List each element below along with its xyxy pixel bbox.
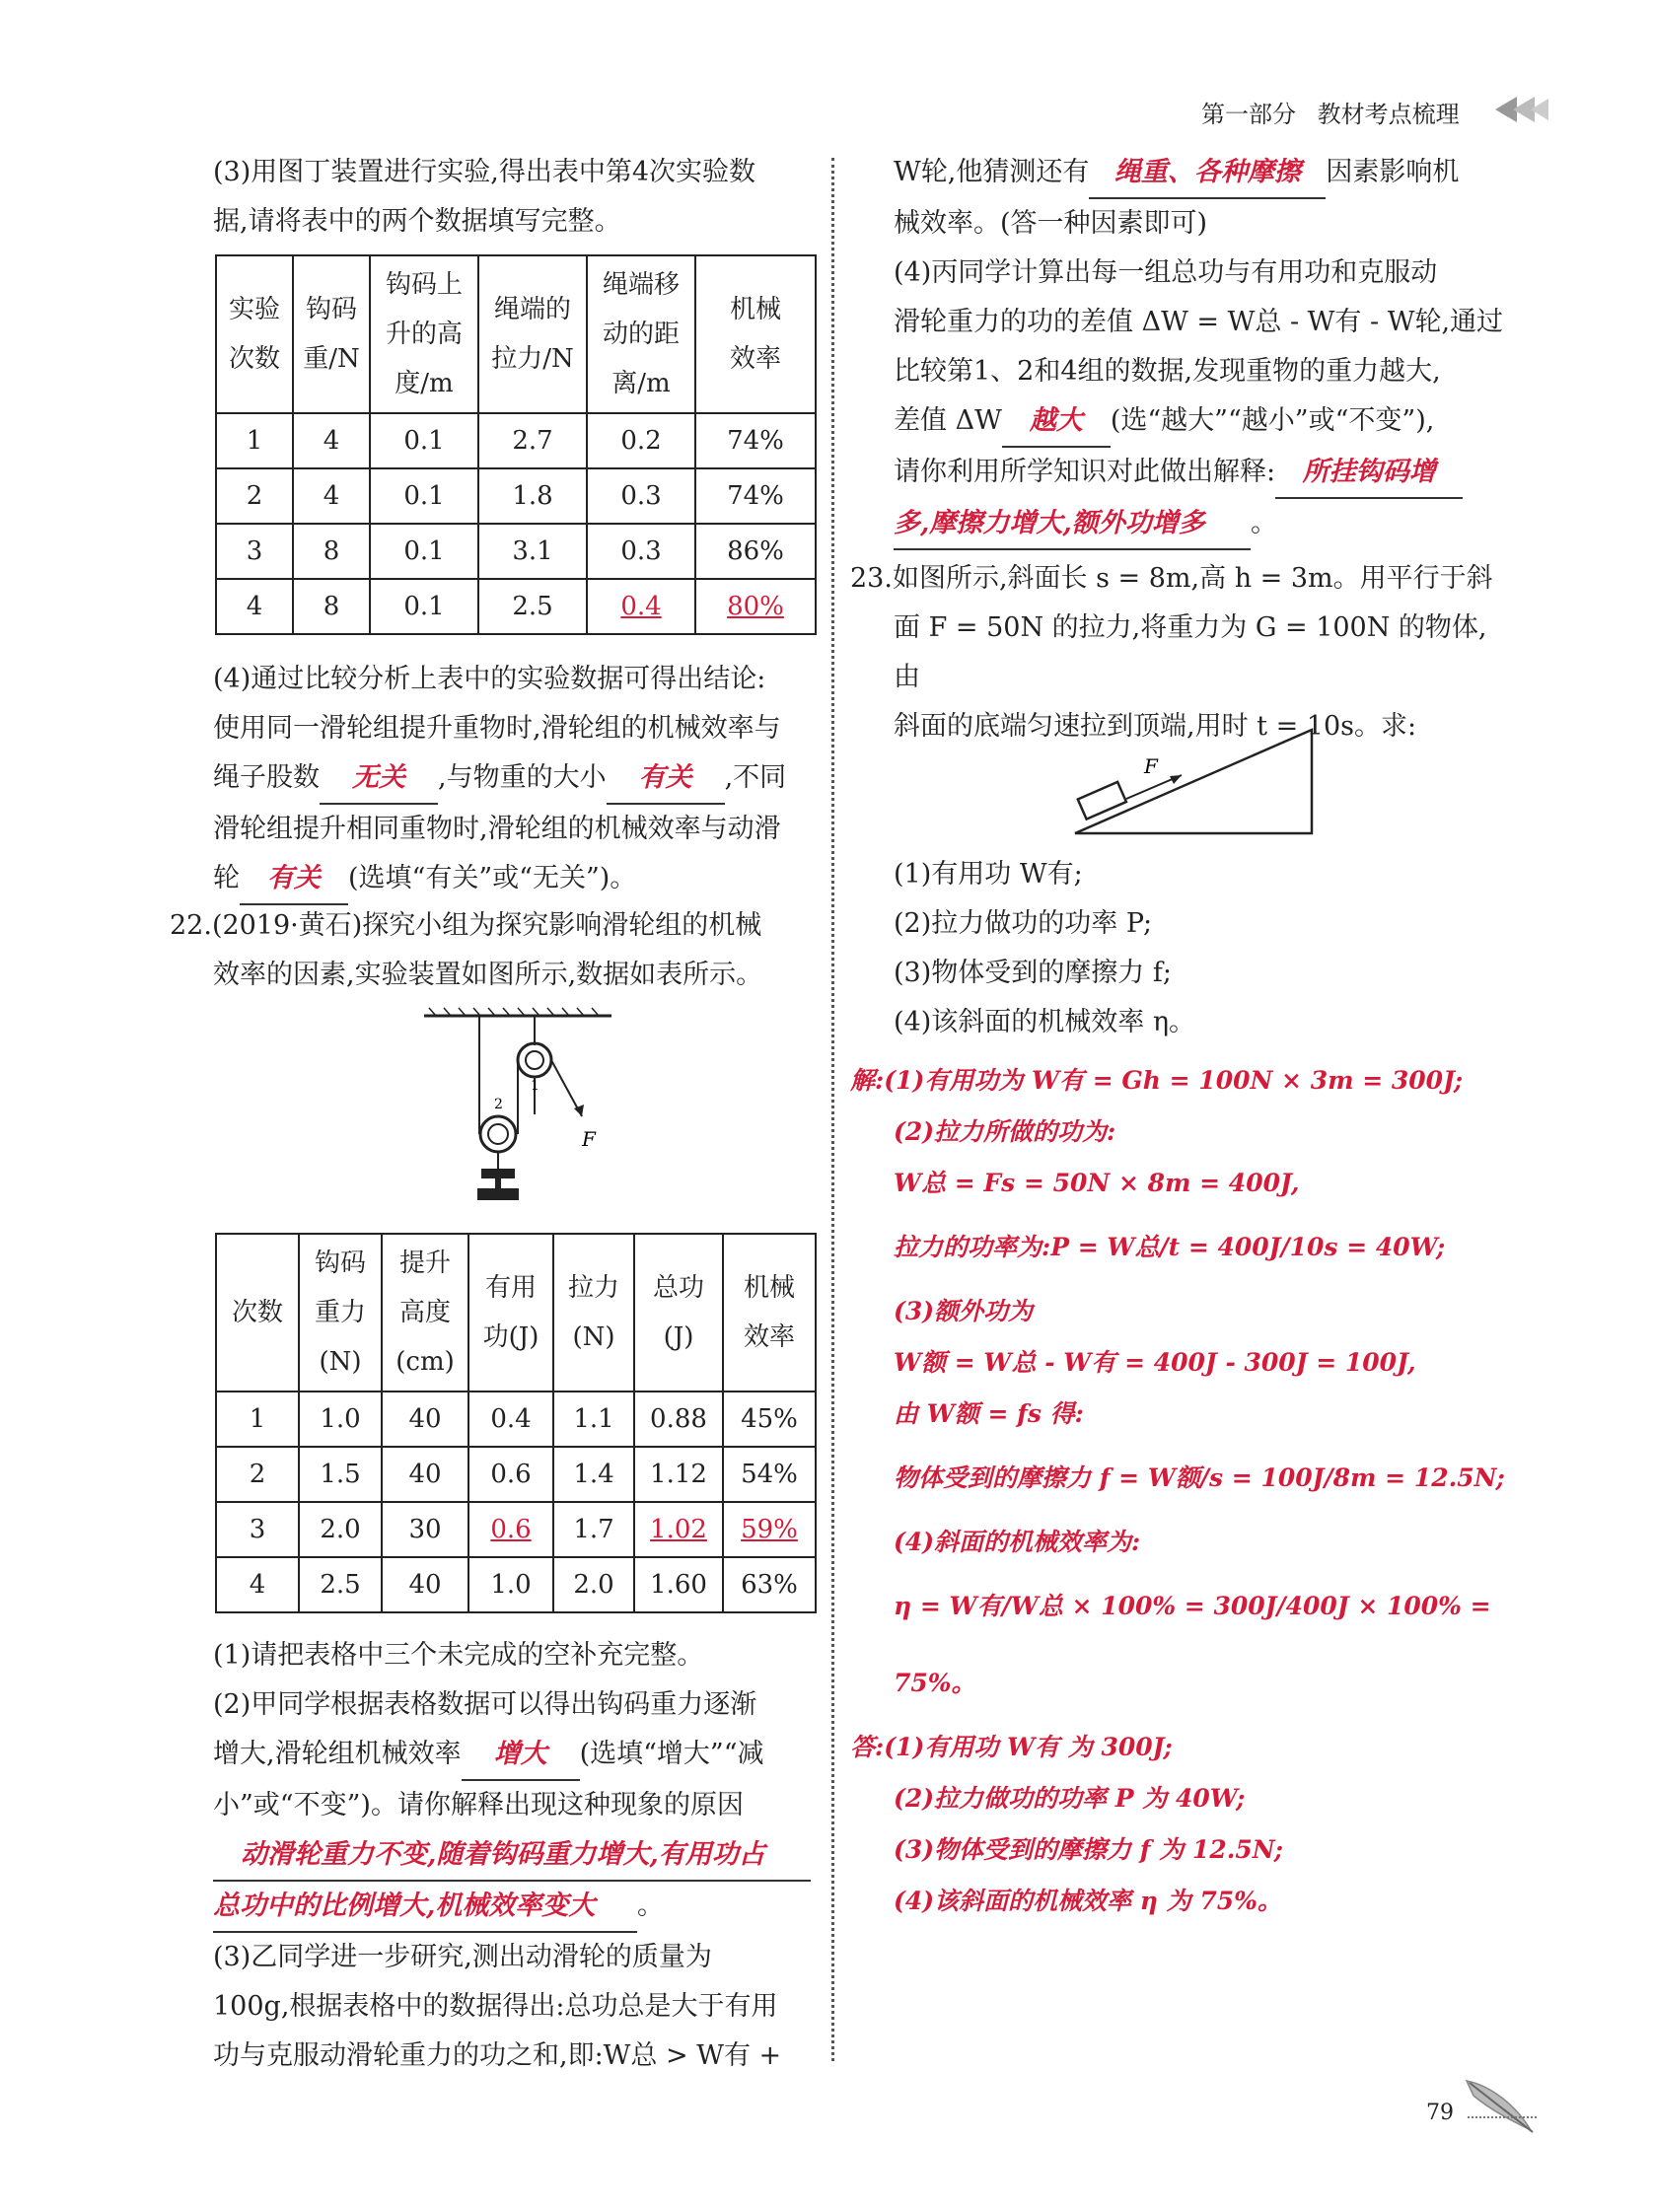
- left-column: [213, 148, 817, 247]
- q21-p3-line2: 据,请将表中的两个数据填写完整。: [213, 206, 621, 237]
- incline-label-f: F: [1144, 754, 1158, 778]
- fig-label-f: F: [582, 1127, 596, 1151]
- q22-parts: (1)请把表格中三个未完成的空补充完整。 (2)甲同学根据表格数据可以得出钩码重力逐渐 增大,滑轮组机械效率 增大 (选填“增大”“减 小”或“不变”)。请你解释出现这种现象的原因 动滑轮重力不变,随着钩码重力增大,有用功占 总功中的比例增大,机械效率变大 。 (3)乙同学进一步研究,测出动滑轮的质量为 100g,根据表格中的数据得出:总功总是大于有用 功与克服动滑轮重力的功之和,即:W总 > W有 +: [213, 1631, 821, 2081]
- table-row: 4 2.5 40 1.0 2.0 1.60 63%: [216, 1557, 816, 1612]
- q22-intro: 22.(2019·黄石)探究小组为探究影响滑轮组的机械 效率的因素,实验装置如图所示,数据如表所示。: [170, 910, 763, 990]
- answer-blank: 有关: [607, 753, 725, 805]
- answer-cell: 0.4: [587, 579, 695, 634]
- answer-cell: 1.02: [634, 1502, 723, 1557]
- t1-header: 钩码上 升的高 度/m: [370, 255, 478, 413]
- answer-blank: 所挂钩码增: [1275, 448, 1463, 499]
- table-row: 1 4 0.1 2.7 0.2 74%: [216, 413, 816, 468]
- answer-blank: 无关: [320, 753, 438, 805]
- t1-header: 绳端移 动的距 离/m: [587, 255, 695, 413]
- header-arrows-icon: [1491, 93, 1550, 126]
- q23-intro: 23.如图所示,斜面长 s = 8m,高 h = 3m。用平行于斜 面 F = 50N 的拉力,将重力为 G = 100N 的物体,由 斜面的底端匀速拉到顶端,用时 t = 10s。求:: [850, 563, 1493, 742]
- table-1: [215, 254, 817, 635]
- q23-questions: (1)有用功 W有; (2)拉力做功的功率 P; (3)物体受到的摩擦力 f; (4)该斜面的机械效率 η。: [894, 859, 1196, 1037]
- t1-header: 机械 效率: [695, 255, 816, 413]
- answer-cell: 80%: [695, 579, 816, 634]
- answer-blank: 有关: [240, 854, 348, 905]
- answer-cell: 59%: [723, 1502, 816, 1557]
- page-header: [1201, 95, 1460, 129]
- right-column: W轮,他猜测还有 绳重、各种摩擦 因素影响机 械效率。(答一种因素即可) (4)丙同学计算出每一组总功与有用功和克服动 滑轮重力的功的差值 ΔW = W总 - W有 - W轮,通过 比较第1、2和4组的数据,发现重物的重力越大, 差值 ΔW 越大 (选“越大”“越小”或“不变”), 请你利用所学知识对此做出解释: 所挂钩码增 多,摩擦力增大,额外功增多 。: [894, 148, 1505, 550]
- fig-label-2: 2: [494, 1097, 503, 1112]
- solution: 解:(1)有用功为 W有 = Gh = 100N × 3m = 300J; (2)拉力所做的功为: W总 = Fs = 50N × 8m = 400J, 拉力的功率为:P = W总/t = 400J/10s = 40W; (3)额外功为 W额 = W总 - W有 = 400J - 300J = 100J, 由 W额 = fs 得: 物体受到的摩擦力 f = W额/s = 100J/8m = 12.5N; (4)斜面的机械效率为: η = W有/W总 × 100% = 300J/400J × 100% = 75%。 答:(1)有用功 W有 为 300J; (2)拉力做功的功率 P 为 40W; (3)物体受到的摩擦力 f 为 12.5N; (4)该斜面的机械效率 η 为 75%。: [850, 1066, 1505, 1915]
- header-section: 教材考点梳理: [1317, 101, 1460, 128]
- answer-cell: 0.6: [468, 1502, 553, 1557]
- table-row: 1 1.0 40 0.4 1.1 0.88 45%: [216, 1391, 816, 1447]
- table-2: 次数 钩码 重力 (N) 提升 高度 (cm) 有用 功(J) 拉力 (N) 总功 (J) 机械 效率 1 1.0 40 0.4 1.1 0.88 45% 2 1.5 40 0.6 1.4 1.12 54% 3 2.0 30 0.6 1.7 1.02 59% 4 2.5 40 1.0 2.0 1.60 63%: [215, 1233, 817, 1613]
- table-row: 2 1.5 40 0.6 1.4 1.12 54%: [216, 1447, 816, 1502]
- t1-header: 实验 次数: [216, 255, 293, 413]
- t1-header: 钩码 重/N: [293, 255, 370, 413]
- answer-blank: 总功中的比例增大,机械效率变大: [213, 1882, 637, 1933]
- page-number: 79: [1426, 2101, 1454, 2125]
- answer-blank: 绳重、各种摩擦: [1089, 148, 1326, 199]
- fig-label-1: 1: [531, 1078, 539, 1094]
- q21-p4: (4)通过比较分析上表中的实验数据可得出结论: 使用同一滑轮组提升重物时,滑轮组的机械效率与 绳子股数 无关 ,与物重的大小 有关 ,不同 滑轮组提升相同重物时,滑轮组的机械效率与动滑 轮 有关 (选填“有关”或“无关”)。: [213, 655, 821, 905]
- table-row: 3 2.0 30 0.6 1.7 1.02 59%: [216, 1502, 816, 1557]
- column-divider: [831, 158, 834, 2061]
- answer-blank: 动滑轮重力不变,随着钩码重力增大,有用功占: [213, 1830, 811, 1882]
- table-row: 2 4 0.1 1.8 0.3 74%: [216, 468, 816, 524]
- answer-blank: 多,摩擦力增大,额外功增多: [894, 499, 1251, 550]
- table-row: 4 8 0.1 2.5 0.4 80%: [216, 579, 816, 634]
- table-row: 3 8 0.1 3.1 0.3 86%: [216, 524, 816, 579]
- pulley-figure: [424, 1006, 621, 1213]
- page-number-rule: [1468, 2116, 1537, 2118]
- answer-blank: 增大: [462, 1730, 580, 1781]
- header-part: 第一部分: [1201, 101, 1296, 128]
- answer-blank: 越大: [1002, 396, 1111, 448]
- quill-icon: [1462, 2071, 1541, 2140]
- incline-figure: [1065, 720, 1322, 838]
- q21-p3-line1: (3)用图丁装置进行实验,得出表中第4次实验数: [213, 157, 756, 187]
- t1-header: 绳端的 拉力/N: [478, 255, 587, 413]
